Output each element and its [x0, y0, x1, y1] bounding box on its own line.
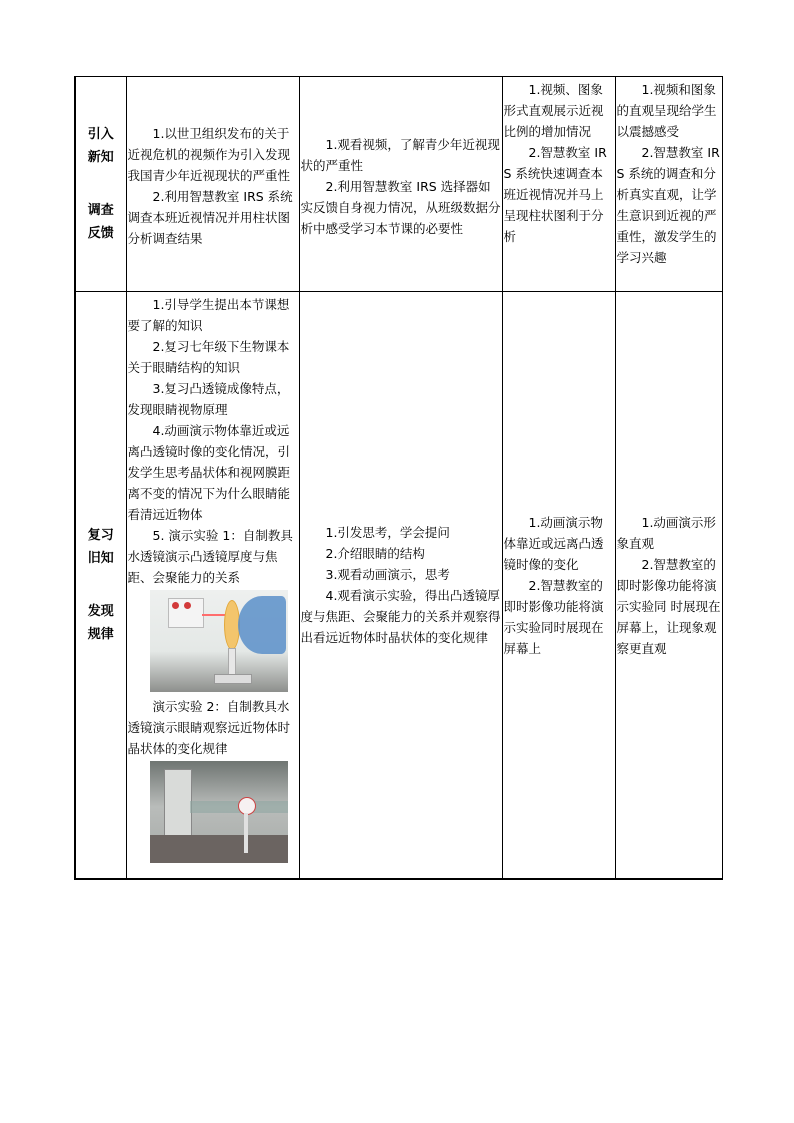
- media-item: 2.智慧教室 IRS 系统快速调查本班近视情况并马上呈现柱状图利于分析: [503, 145, 607, 244]
- stage-cell: [75, 77, 126, 292]
- media-item: 1.动画演示物体靠近或远离凸透镜时像的变化: [503, 514, 604, 572]
- teacher-activity-item: 5. 演示实验 1：自制教具水透镜演示凸透镜厚度与焦距、会聚能力的关系: [127, 528, 293, 585]
- stage-label: 规律: [87, 627, 114, 642]
- stage-label: 引入: [87, 127, 114, 142]
- intent-item: 2.智慧教室的即时影像功能将演示实验同 时展现在屏幕上，让现象观察更直观: [616, 556, 721, 656]
- intent-item: 2.智慧教室 IRS 系统的调查和分析真实直观，让学生意识到近视的严重性，激发学生的学习兴趣: [616, 145, 720, 265]
- teacher-activity-cell: [126, 77, 299, 292]
- media-cell: [502, 77, 615, 292]
- intent-cell: [615, 77, 722, 292]
- lesson-plan-table: [74, 76, 723, 880]
- media-cell: [502, 292, 615, 880]
- student-activity-item: 1.引发思考，学会提问: [325, 525, 450, 540]
- student-activity-item: 4.观看演示实验，得出凸透镜厚度与焦距、会聚能力的关系并观察得出看远近物体时晶状体的变化规律: [300, 588, 501, 645]
- stage-label: 新知: [87, 150, 114, 165]
- teacher-activity-item: 演示实验 2：自制教具水透镜演示眼睛观察远近物体时晶状体的变化规律: [127, 699, 291, 756]
- stage-label: 调查: [87, 203, 114, 218]
- stage-label: 复习: [87, 528, 114, 543]
- student-activity-item: 2.利用智慧教室 IRS 选择器如实反馈自身视力情况，从班级数据分析中感受学习本节课的必要性: [300, 178, 501, 236]
- student-activity-item: 2.介绍眼睛的结构: [325, 546, 425, 561]
- stage-cell: [75, 292, 126, 880]
- student-activity-item: 3.观看动画演示，思考: [325, 567, 450, 582]
- table-row: [75, 292, 722, 880]
- teacher-activity-item: 2.利用智慧教室 IRS 系统调查本班近视情况并用柱状图分析调查结果: [127, 189, 293, 246]
- teacher-activity-item: 4.动画演示物体靠近或远离凸透镜时像的变化情况，引发学生思考晶状体和视网膜距离不变的情况下为什么眼睛能看清远近物体: [127, 423, 291, 522]
- stage-label: 反馈: [87, 226, 114, 241]
- teacher-activity-item: 1.引导学生提出本节课想要了解的知识: [127, 297, 290, 333]
- media-item: 2.智慧教室的即时影像功能将演示实验同时展现在屏幕上: [503, 577, 604, 656]
- intent-cell: [615, 292, 722, 880]
- student-activity-cell: [299, 292, 502, 880]
- teacher-activity-item: 3.复习凸透镜成像特点，发现眼睛视物原理: [127, 381, 290, 417]
- stage-label: 旧知: [87, 551, 114, 566]
- teacher-activity-cell: [126, 292, 299, 880]
- eye-observation-experiment-photo: [150, 761, 288, 863]
- intent-item: 1.动画演示形象直观: [616, 514, 716, 551]
- table-row: [75, 77, 722, 292]
- stage-label: 发现: [87, 604, 114, 619]
- intent-item: 1.视频和图象的直观呈现给学生以震撼感受: [616, 82, 717, 139]
- water-lens-experiment-photo: [150, 590, 288, 692]
- student-activity-cell: [299, 77, 502, 292]
- media-item: 1.视频、图象形式直观展示近视比例的增加情况: [503, 82, 604, 139]
- teacher-activity-item: 2.复习七年级下生物课本关于眼睛结构的知识: [127, 339, 290, 375]
- teacher-activity-item: 1.以世卫组织发布的关于近视危机的视频作为引入发现我国青少年近视现状的严重性: [127, 126, 291, 183]
- student-activity-item: 1.观看视频，了解青少年近视现状的严重性: [300, 136, 500, 173]
